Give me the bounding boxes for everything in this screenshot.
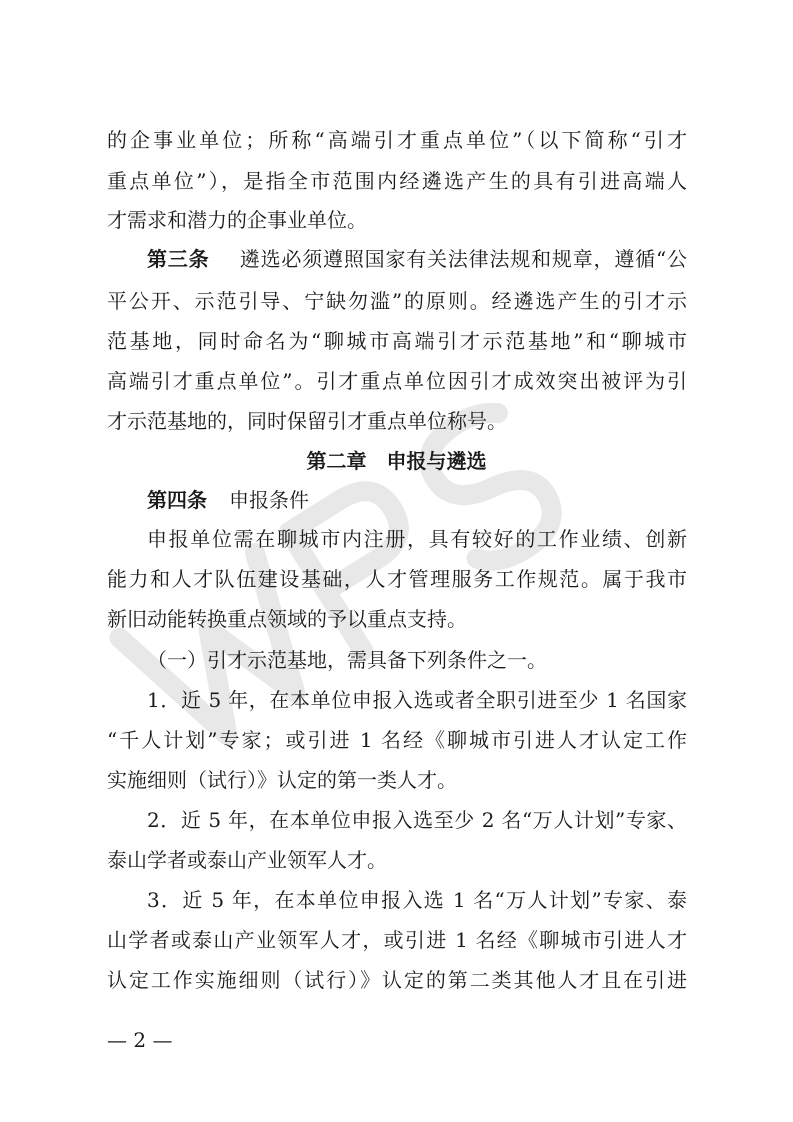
- page-number: — 2 —: [107, 1028, 173, 1052]
- text-line: 范基地，同时命名为“聊城市高端引才示范基地”和“聊城市: [107, 329, 687, 353]
- text-line: 认定工作实施细则（试行）》认定的第二类其他人才且在引进: [107, 968, 687, 992]
- text-line: 遴选必须遵照国家有关法律法规和规章，遵循“公: [239, 247, 688, 271]
- article-4-label: 第四条: [147, 488, 207, 512]
- text-line: 新旧动能转换重点领域的予以重点支持。: [107, 607, 467, 631]
- article-4-heading: [147, 481, 309, 519]
- text-line: 高端引才重点单位”。引才重点单位因引才成效突出被评为引: [107, 369, 687, 393]
- article-3-line: [147, 240, 687, 278]
- text-line: 才需求和潜力的企事业单位。: [107, 208, 367, 232]
- text-line: 1．近 5 年，在本单位申报入选或者全职引进至少 1 名国家: [147, 688, 687, 712]
- text-line: 平公开、示范引导、宁缺勿滥”的原则。经遴选产生的引才示: [107, 289, 687, 313]
- text-line: “千人计划”专家；或引进 1 名经《聊城市引进人才认定工作: [107, 728, 687, 752]
- article-3-label: 第三条: [147, 247, 210, 271]
- article-4-title: 申报条件: [229, 488, 309, 512]
- text-line: 泰山学者或泰山产业领军人才。: [107, 848, 387, 872]
- watermark-text: WPS: [100, 390, 103, 391]
- text-line: 能力和人才队伍建设基础，人才管理服务工作规范。属于我市: [107, 567, 687, 591]
- text-line: 重点单位”），是指全市范围内经遴选产生的具有引进高端人: [107, 169, 687, 193]
- text-line: 山学者或泰山产业领军人才，或引进 1 名经《聊城市引进人才: [107, 928, 687, 952]
- text-line: 申报单位需在聊城市内注册，具有较好的工作业绩、创新: [147, 527, 687, 551]
- chapter-title: 第二章 申报与遴选: [306, 449, 487, 473]
- text-line: 的企事业单位；所称“高端引才重点单位”（以下简称“引才: [107, 128, 687, 152]
- text-line: 实施细则（试行）》认定的第一类人才。: [107, 768, 457, 792]
- text-line: 2．近 5 年，在本单位申报入选至少 2 名“万人计划”专家、: [147, 808, 687, 832]
- text-line: 才示范基地的，同时保留引才重点单位称号。: [107, 409, 507, 433]
- text-line: 3．近 5 年，在本单位申报入选 1 名“万人计划”专家、泰: [147, 888, 687, 912]
- text-line: （一）引才示范基地，需具备下列条件之一。: [147, 648, 547, 672]
